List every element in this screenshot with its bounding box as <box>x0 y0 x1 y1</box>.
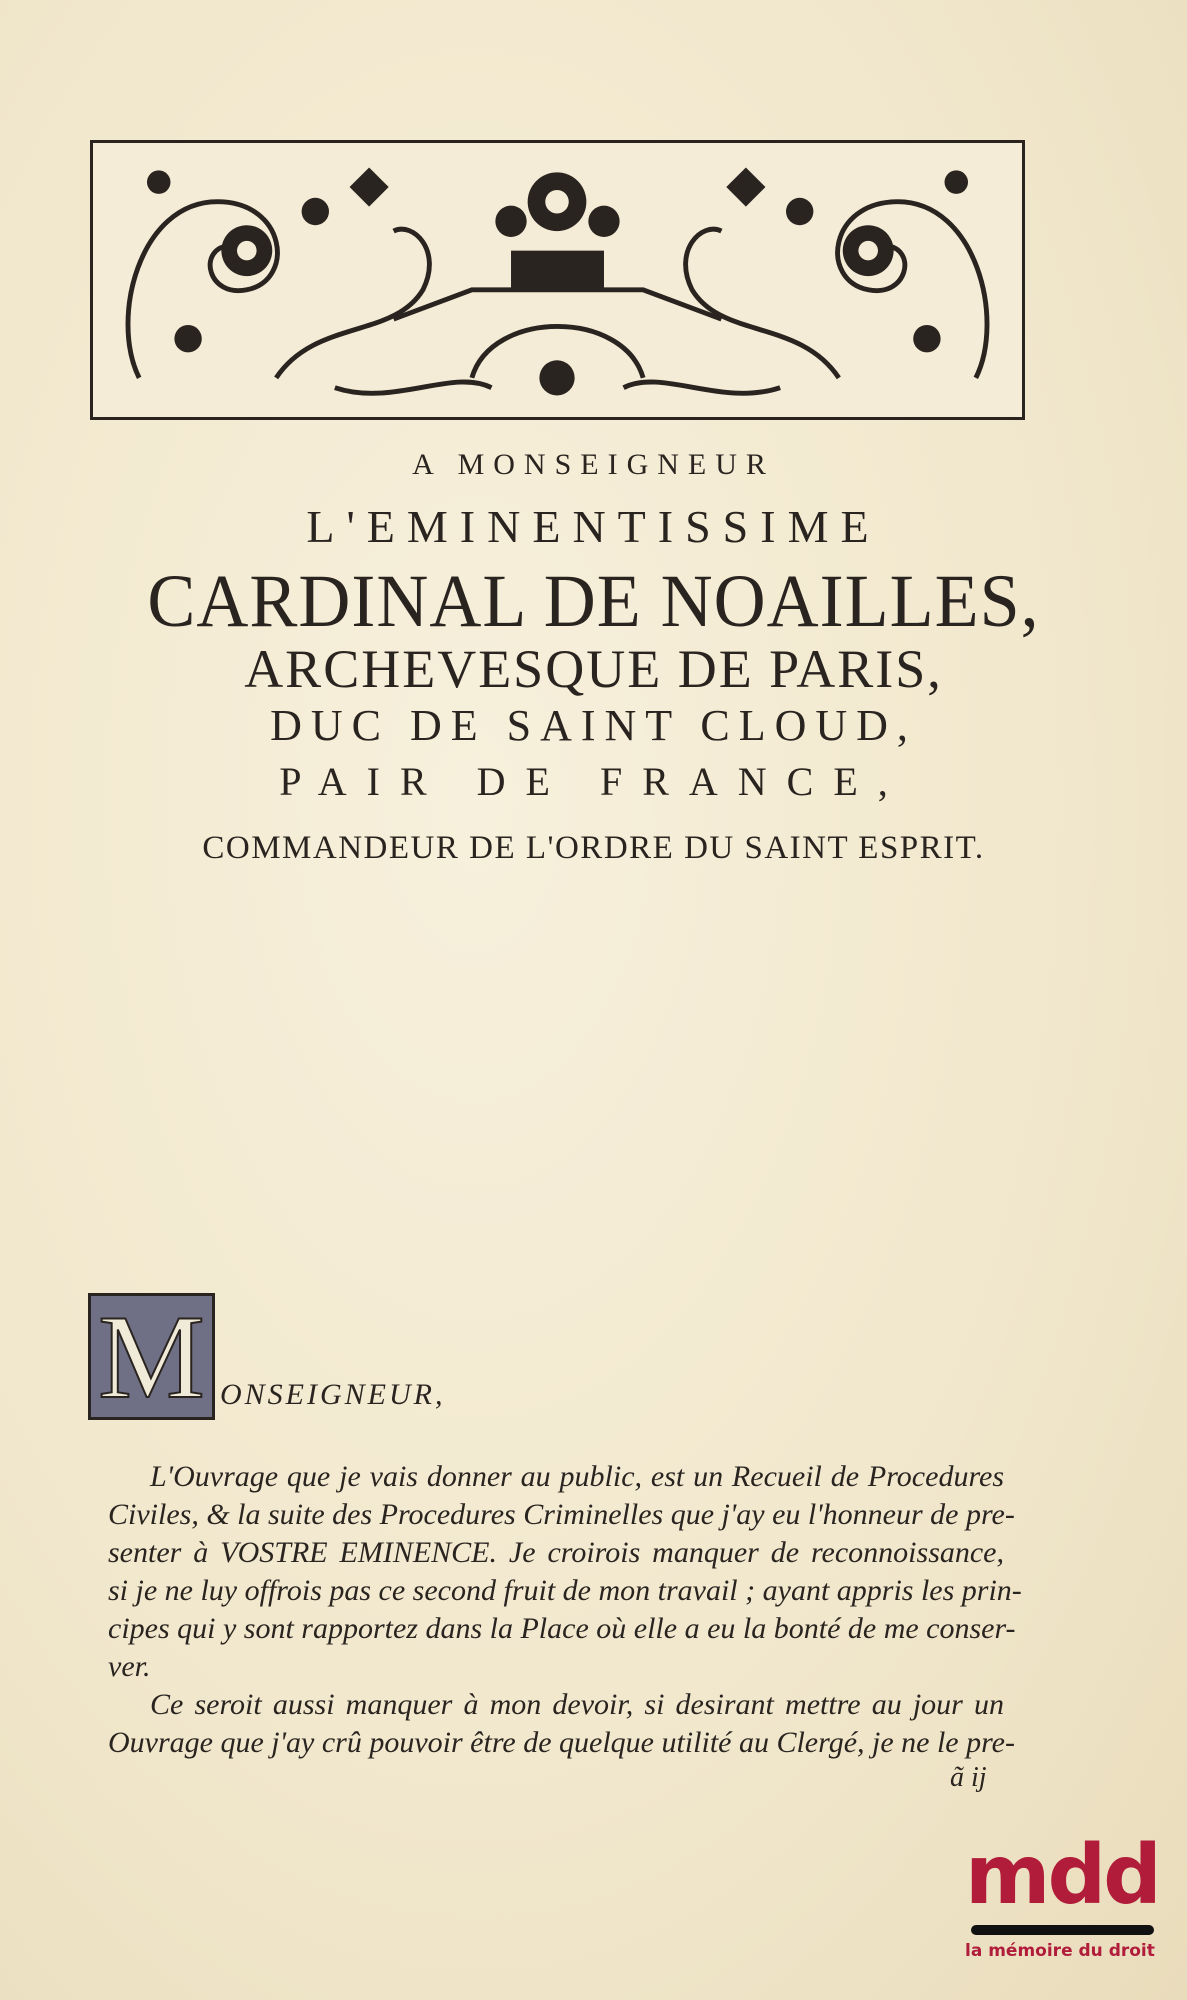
body-text <box>108 1460 1022 1780</box>
body-line: senter à VOSTRE EMINENCE. Je croirois manquer de reconnoissance, <box>108 1536 1004 1569</box>
headpiece-ornament <box>90 140 1025 420</box>
body-line: ver. <box>108 1650 151 1683</box>
logo-divider <box>971 1925 1154 1935</box>
logo-tagline: la mémoire du droit <box>965 1941 1155 1961</box>
signature-mark: ã ij <box>950 1762 987 1793</box>
body-line: L'Ouvrage que je vais donner au public, est un Recueil de Procedures <box>150 1460 1004 1493</box>
mdd-logo <box>965 1828 1160 1961</box>
body-line: cipes qui y sont rapportez dans la Place où elle a eu la bonté de me conser- <box>108 1612 1016 1645</box>
dedication-line-2: L'EMINENTISSIME <box>306 501 881 552</box>
salutation: ONSEIGNEUR, <box>220 1378 446 1411</box>
body-line: si je ne luy offrois pas ce second fruit de mon travail ; ayant appris les prin- <box>108 1574 1022 1607</box>
dedication-line-7: COMMANDEUR DE L'ORDRE DU SAINT ESPRIT. <box>202 830 985 866</box>
logo-mark: mdd <box>965 1828 1159 1923</box>
dedication-line-1: A MONSEIGNEUR <box>412 448 775 481</box>
dedication-line-5: DUC DE SAINT CLOUD, <box>270 701 917 750</box>
drop-cap <box>88 1289 215 1423</box>
floral-scroll-ornament-icon <box>93 143 1022 417</box>
body-line: Ouvrage que j'ay crû pouvoir être de quelque utilité au Clergé, je ne le pre- <box>108 1726 1015 1759</box>
drop-cap-letter: M <box>98 1289 205 1423</box>
dedication-line-6: PAIR DE FRANCE, <box>279 759 908 804</box>
body-line: Ce seroit aussi manquer à mon devoir, si desirant mettre au jour un <box>150 1688 1004 1721</box>
dedication-line-4: ARCHEVESQUE DE PARIS, <box>244 639 943 699</box>
dedication-title: CARDINAL DE NOAILLES, <box>147 558 1040 643</box>
body-line: Civiles, & la suite des Procedures Criminelles que j'ay eu l'honneur de pre- <box>108 1498 1015 1531</box>
